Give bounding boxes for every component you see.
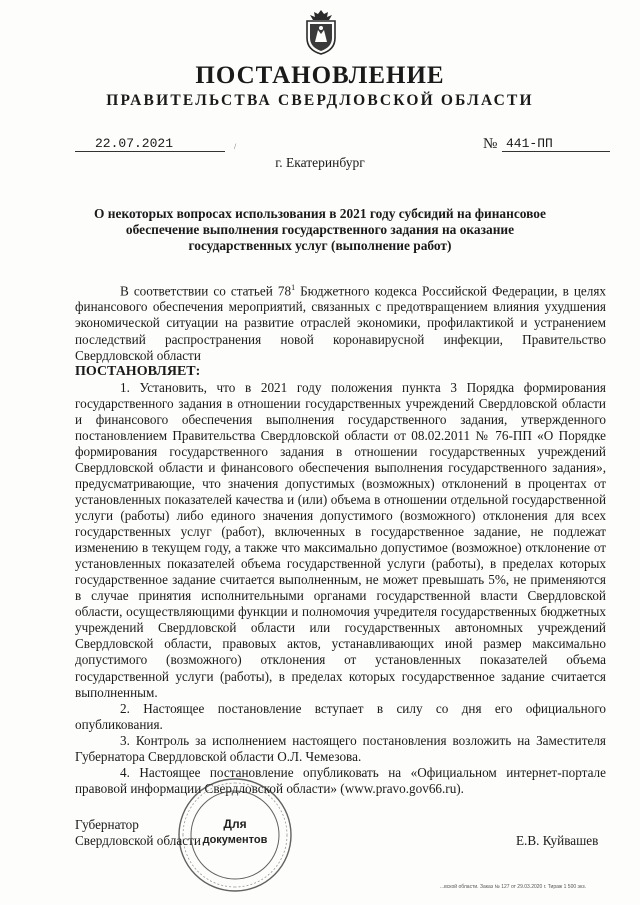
document-number: 441-ПП	[502, 136, 610, 152]
heading-line: обеспечение выполнения государственного задания на оказание	[125, 222, 515, 237]
heading-line: О некоторых вопросах использования в 2021 году субсидий на финансовое	[94, 206, 546, 221]
document-body	[75, 280, 606, 797]
stamp-text: Для	[223, 817, 247, 831]
government-name: ПРАВИТЕЛЬСТВА СВЕРДЛОВСКОЙ ОБЛАСТИ	[106, 92, 534, 109]
position-line: Губернатор	[75, 817, 139, 832]
clause-1: 1. Установить, что в 2021 году положения пункта 3 Порядка формирования государственного задания в отношении государственных учреждений Свердловской области и финансового обеспечения выполнения государственного задания, утвержденного постановлением Правительства Свердловской области от 08.02.2011 № 76-ПП «О Порядке формирования государственного задания в отношении государственных учреждений Свердловской области и финансового обеспечения выполнения государственного задания», предусматривающие, что значения допустимых (возможных) отклонений в процентах от установленных показателей качества и (или) объема в отношении отдельной государственной услуги (работы) либо единого значения допустимого (возможного) отклонения для всех государственных услуг (работ), включенных в государственное задание, не подлежат изменению в текущем году, а также что максимально допустимое (возможное) отклонение от установленных показателей объема государственной услуги (работы), в пределах которых государственное задание считается выполненным, не может превышать 5%, не применяются в случае принятия исполнительными органами государственной власти Свердловской области, осуществляющими функции и полномочия учредителя государственных бюджетных учреждений Свердловской области или государственных автономных учреждений Свердловской области, правовых актов, устанавливающих иной размер максимально допустимого (возможного) отклонения от установленных показателей объема государственной услуги (работы), в пределах которых государственное задание считается выполненным.	[75, 379, 606, 700]
preamble-text: В соответствии со статьей 78	[120, 283, 292, 299]
scan-mark: /	[234, 142, 237, 151]
document-type: ПОСТАНОВЛЕНИЕ	[195, 62, 445, 89]
signatory-name: Е.В. Куйвашев	[516, 833, 599, 848]
article-superscript: 1	[291, 283, 296, 292]
document-heading	[70, 206, 570, 254]
preamble-text: Бюджетного кодекса Российской Федерации, в целях финансового обеспечения мероприятий, связанных с предотвращением влияния ухудшения экономической ситуации на развитие отраслей экономики, профилактикой и устранением последствий распространения новой коронавирусной инфекции, Правительство Свердловской области	[75, 283, 606, 363]
official-stamp	[175, 775, 295, 895]
coat-of-arms-icon	[302, 8, 340, 56]
city: г. Екатеринбург	[275, 155, 365, 170]
number-label: №	[483, 136, 498, 152]
decree-word: ПОСТАНОВЛЯЕТ:	[75, 363, 201, 379]
print-note: ...вской области. Заказ № 127 от 29.03.2020 г. Тираж 1 500 экз.	[440, 884, 586, 890]
preamble-paragraph	[75, 280, 606, 364]
clause-3: 3. Контроль за исполнением настоящего постановления возложить на Заместителя Губернатора Свердловской области О.Л. Чемезова.	[75, 732, 606, 764]
position-line: Свердловской области	[75, 833, 201, 848]
document-date: 22.07.2021	[75, 136, 225, 152]
clause-4: 4. Настоящее постановление опубликовать на «Официальном интернет-портале правовой информации Свердловской области» (www.pravo.gov66.ru).	[75, 764, 606, 796]
heading-line: государственных услуг (выполнение работ)	[188, 238, 452, 253]
clause-2: 2. Настоящее постановление вступает в силу со дня его официального опубликования.	[75, 700, 606, 732]
stamp-text: документов	[202, 834, 268, 846]
